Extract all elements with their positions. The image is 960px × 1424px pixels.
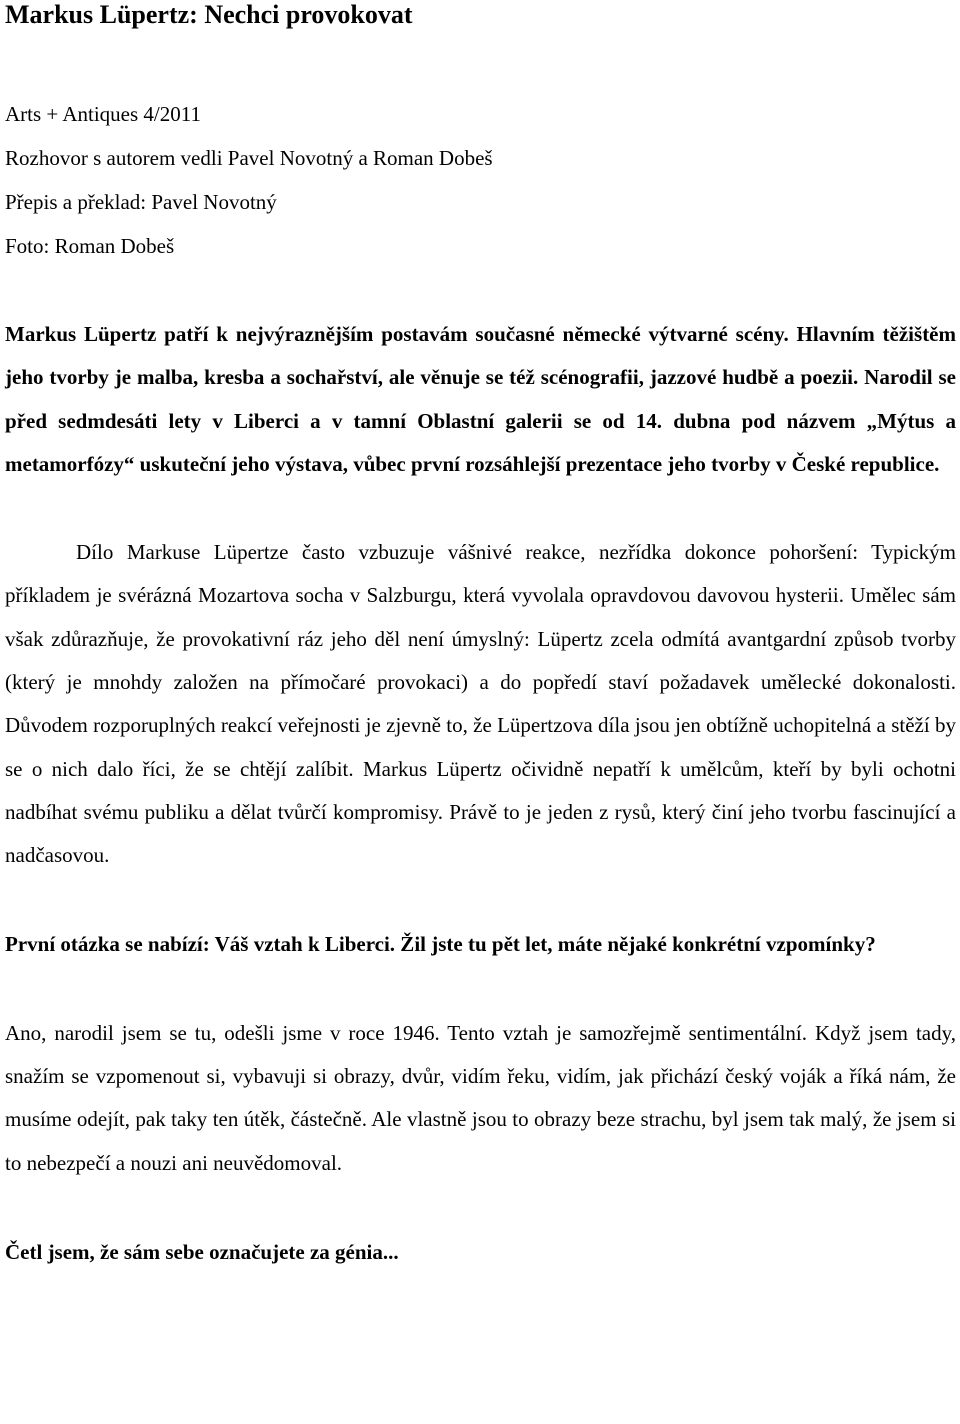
meta-source: Arts + Antiques 4/2011 <box>5 102 201 126</box>
interview-question: Četl jsem, že sám sebe označujete za génia... <box>5 1240 399 1265</box>
article-meta <box>5 92 956 268</box>
document-page <box>5 0 956 1274</box>
interview-question: První otázka se nabízí: Váš vztah k Liberci. Žil jste tu pět let, máte nějaké konkrétní vzpomínky? <box>5 931 876 956</box>
interview-answer: Ano, narodil jsem se tu, odešli jsme v roce 1946. Tento vztah je samozřejmě sentimentální. Když jsem tady, snažím se vzpomenout si, vybavuji si obrazy, dvůr, vidím řeku, vidím, jak přichází český voják a říká nám, že musíme odejít, pak taky ten útěk, částečně. Ale vlastně jsou to obrazy beze strachu, byl jsem tak malý, že jsem si to nebezpečí a nouzi ani neuvědomoval. <box>5 1020 956 1175</box>
meta-interviewers: Rozhovor s autorem vedli Pavel Novotný a Roman Dobeš <box>5 146 493 170</box>
meta-translation: Přepis a překlad: Pavel Novotný <box>5 190 277 214</box>
document-title: Markus Lüpertz: Nechci provokovat <box>5 0 413 29</box>
body-paragraph: Dílo Markuse Lüpertze často vzbuzuje vášnivé reakce, nezřídka dokonce pohoršení: Typickým příkladem je svérázná Mozartova socha v Salzburgu, která vyvolala opravdovou davovou hysterii. Umělec sám však zdůrazňuje, že provokativní ráz jeho děl není úmyslný: Lüpertz zcela odmítá avantgardní způsob tvorby (který je mnohdy založen na přímočaré provokaci) a do popředí staví požadavek umělecké dokonalosti. Důvodem rozporuplných reakcí veřejnosti je zjevně to, že Lüpertzova díla jsou jen obtížně uchopitelná a stěží by se o nich dalo říci, že se chtějí zalíbit. Markus Lüpertz očividně nepatří k umělcům, kteří by byli ochotni nadbíhat svému publiku a dělat tvůrčí kompromisy. Právě to je jeden z rysů, který činí jeho tvorbu fascinující a nadčasovou. <box>5 540 956 868</box>
intro-paragraph: Markus Lüpertz patří k nejvýraznějším postavám současné německé výtvarné scény. Hlavním těžištěm jeho tvorby je malba, kresba a sochařství, ale věnuje se též scénografii, jazzové hudbě a poezii. Narodil se před sedmdesáti lety v Liberci a v tamní Oblastní galerii se od 14. dubna pod názvem „Mýtus a metamorfózy“ uskuteční jeho výstava, vůbec první rozsáhlejší prezentace jeho tvorby v České republice. <box>5 322 956 476</box>
meta-photo: Foto: Roman Dobeš <box>5 234 175 258</box>
